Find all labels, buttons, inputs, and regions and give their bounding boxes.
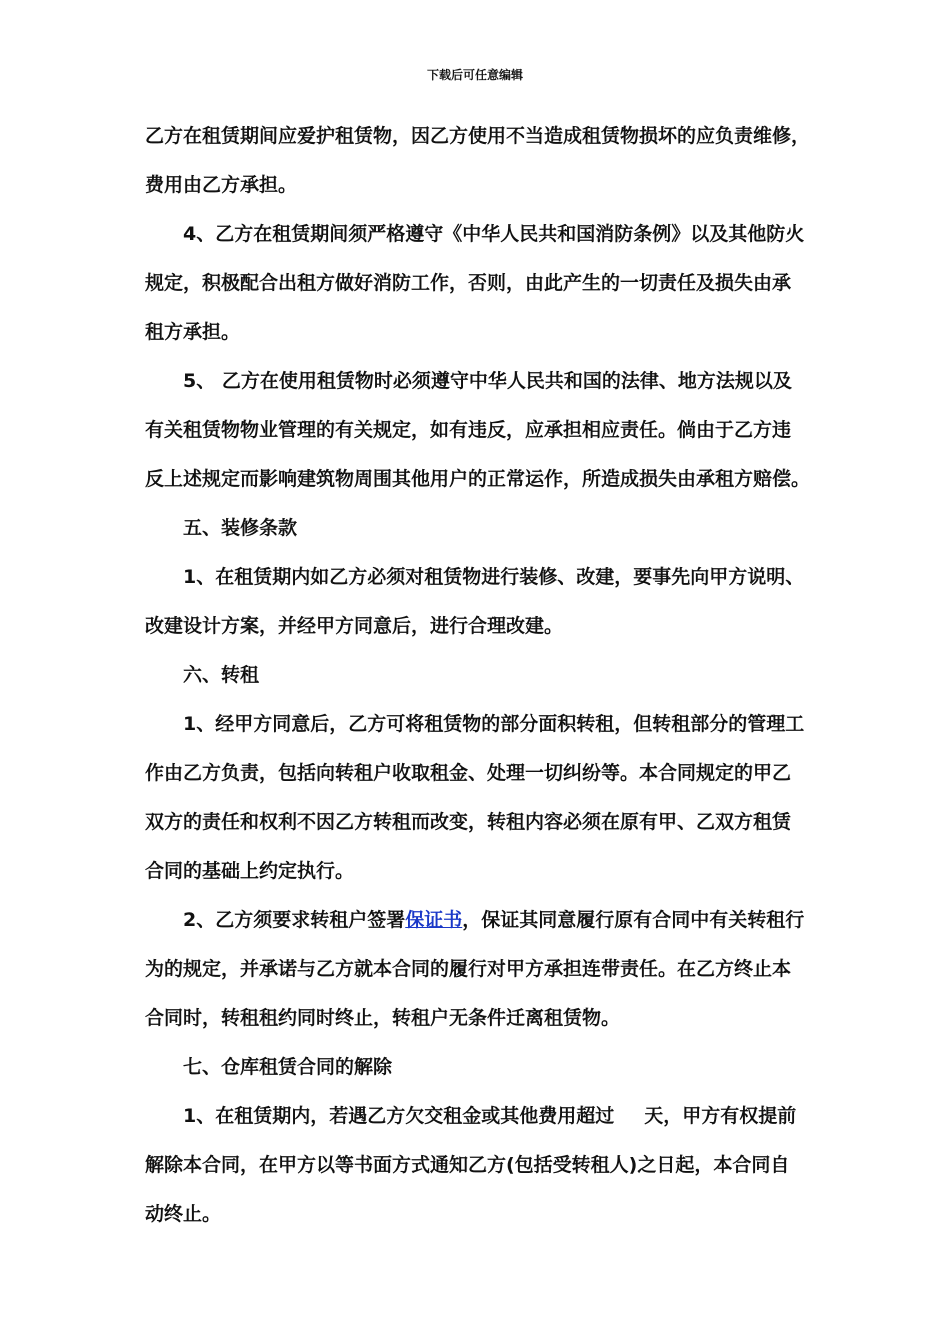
- paragraph-line: 反上述规定而影响建筑物周围其他用户的正常运作，所造成损失由承租方赔偿。: [145, 468, 811, 490]
- text-segment: 天，甲方有权提前: [644, 1105, 797, 1127]
- paragraph-line: 为的规定，并承诺与乙方就本合同的履行对甲方承担连带责任。在乙方终止本: [145, 958, 792, 980]
- paragraph-line: 合同时，转租租约同时终止，转租户无条件迁离租赁物。: [145, 1007, 621, 1029]
- paragraph-line: 乙方在租赁期间应爱护租赁物，因乙方使用不当造成租赁物损坏的应负责维修，: [145, 125, 811, 147]
- section-heading-decoration: 五、装修条款: [183, 517, 298, 539]
- clause-1-line: 1、在租赁期内如乙方必须对租赁物进行装修、改建，要事先向甲方说明、: [183, 566, 805, 588]
- paragraph-line: 解除本合同，在甲方以等书面方式通知乙方(包括受转租人)之日起，本合同自: [145, 1154, 790, 1176]
- paragraph-line: 合同的基础上约定执行。: [145, 860, 355, 882]
- text-segment: 2、乙方须要求转租户签署: [183, 909, 406, 931]
- paragraph-line: 作由乙方负责，包括向转租户收取租金、处理一切纠纷等。本合同规定的甲乙: [145, 762, 792, 784]
- document-body: [145, 118, 811, 1245]
- paragraph-line: 改建设计方案，并经甲方同意后，进行合理改建。: [145, 615, 564, 637]
- clause-4-line: 4、乙方在租赁期间须严格遵守《中华人民共和国消防条例》以及其他防火: [183, 223, 805, 245]
- clause-5-line: 5、 乙方在使用租赁物时必须遵守中华人民共和国的法律、地方法规以及: [183, 370, 792, 392]
- clause-1-line: [145, 1098, 811, 1147]
- text-segment: 1、在租赁期内，若遇乙方欠交租金或其他费用超过: [183, 1105, 615, 1127]
- text-segment: ，保证其同意履行原有合同中有关转租行: [462, 909, 805, 931]
- paragraph-line: 租方承担。: [145, 321, 241, 343]
- clause-2-line: [145, 902, 811, 951]
- paragraph-line: 费用由乙方承担。: [145, 174, 298, 196]
- clause-1-line: 1、经甲方同意后，乙方可将租赁物的部分面积转租，但转租部分的管理工: [183, 713, 805, 735]
- guarantee-letter-link[interactable]: 保证书: [405, 909, 463, 931]
- paragraph-line: 规定，积极配合出租方做好消防工作，否则，由此产生的一切责任及损失由承: [145, 272, 792, 294]
- page-header: 下载后可任意编辑: [426, 68, 523, 82]
- paragraph-line: 动终止。: [145, 1203, 222, 1225]
- paragraph-line: 双方的责任和权利不因乙方转租而改变，转租内容必须在原有甲、乙双方租赁: [145, 811, 792, 833]
- section-heading-sublease: 六、转租: [183, 664, 260, 686]
- paragraph-line: 有关租赁物物业管理的有关规定，如有违反，应承担相应责任。倘由于乙方违: [145, 419, 792, 441]
- section-heading-termination: 七、仓库租赁合同的解除: [183, 1056, 393, 1078]
